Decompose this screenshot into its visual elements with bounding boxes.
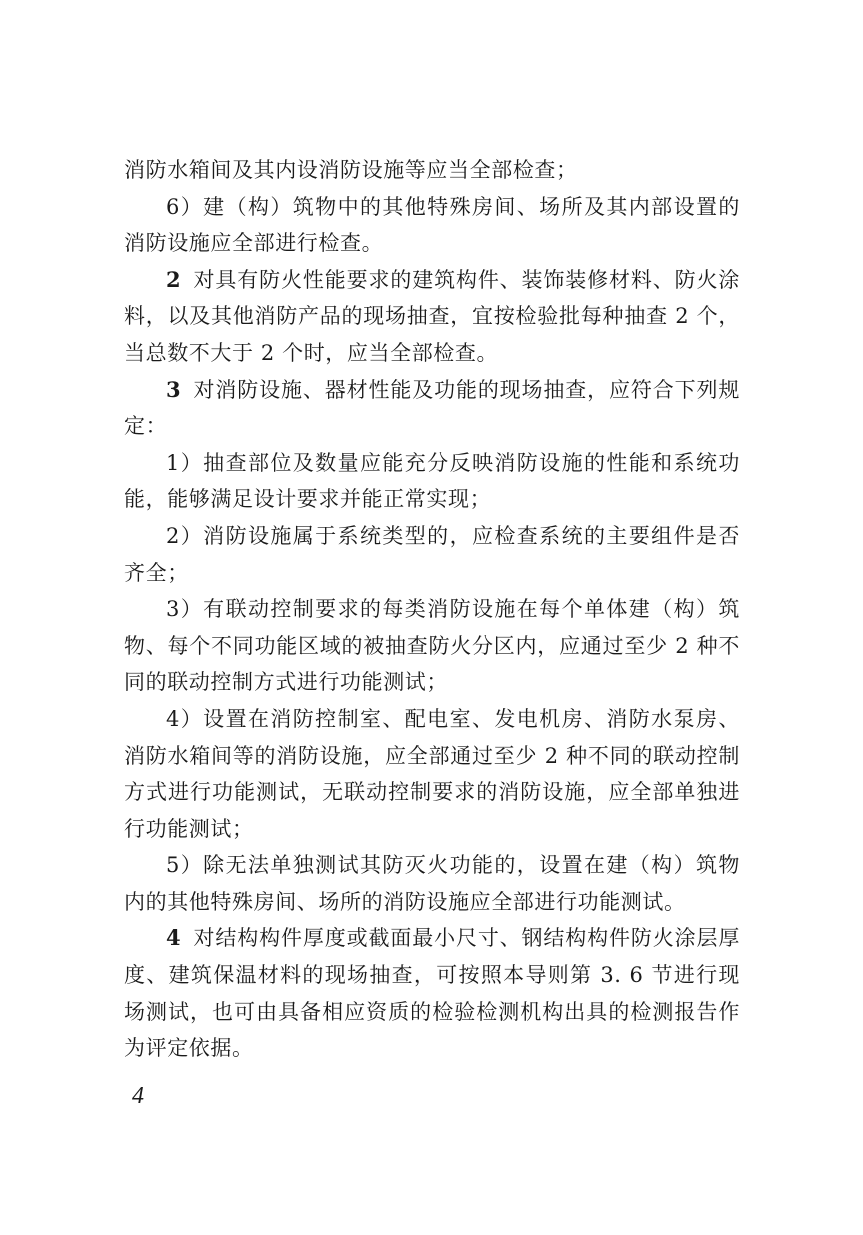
list-item-text: 1）抽查部位及数量应能充分反映消防设施的性能和系统功能，能够满足设计要求并能正常实现； — [124, 450, 740, 512]
page-number: 4 — [132, 1083, 144, 1109]
clause-number: 4 — [166, 925, 182, 951]
list-item — [124, 847, 740, 920]
paragraph — [124, 152, 740, 189]
clause-2 — [124, 262, 740, 372]
clause-number: 3 — [166, 376, 182, 402]
list-item — [124, 518, 740, 591]
clause-text: 对消防设施、器材性能及功能的现场抽查，应符合下列规定： — [124, 377, 740, 439]
page-body — [124, 152, 740, 1067]
clause-3 — [124, 372, 740, 445]
clause-number: 2 — [166, 266, 182, 292]
paragraph — [124, 189, 740, 262]
list-item-text: 3）有联动控制要求的每类消防设施在每个单体建（构）筑物、每个不同功能区域的被抽查防火分区内，应通过至少 2 种不同的联动控制方式进行功能测试； — [124, 597, 740, 695]
list-item-text: 4）设置在消防控制室、配电室、发电机房、消防水泵房、消防水箱间等的消防设施，应全部通过至少 2 种不同的联动控制方式进行功能测试，无联动控制要求的消防设施，应全部单独进行功能测试； — [124, 706, 740, 841]
paragraph-text: 消防水箱间及其内设消防设施等应当全部检查； — [124, 158, 578, 182]
clause-text: 对结构构件厚度或截面最小尺寸、钢结构构件防火涂层厚度、建筑保温材料的现场抽查，可按照本导则第 3. 6 节进行现场测试，也可由具备相应资质的检验检测机构出具的检测报告作为评定依据。 — [124, 926, 740, 1061]
list-item-text: 5）除无法单独测试其防灭火功能的，设置在建（构）筑物内的其他特殊房间、场所的消防设施应全部进行功能测试。 — [124, 853, 740, 914]
clause-4 — [124, 920, 740, 1066]
list-item — [124, 701, 740, 847]
list-item — [124, 445, 740, 518]
list-item — [124, 591, 740, 701]
list-item-text: 2）消防设施属于系统类型的，应检查系统的主要组件是否齐全； — [124, 523, 740, 585]
clause-text: 对具有防火性能要求的建筑构件、装饰装修材料、防火涂料，以及其他消防产品的现场抽查，宜按检验批每种抽查 2 个，当总数不大于 2 个时，应当全部检查。 — [124, 267, 740, 365]
paragraph-text: 6）建（构）筑物中的其他特殊房间、场所及其内部设置的消防设施应全部进行检查。 — [124, 194, 740, 256]
